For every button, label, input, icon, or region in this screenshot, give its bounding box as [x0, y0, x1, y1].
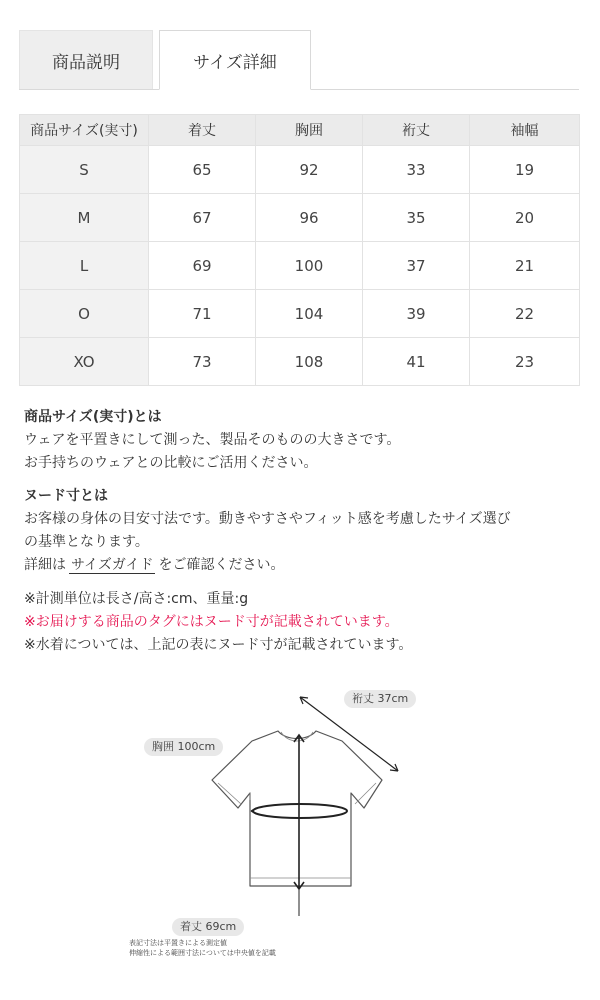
header-chest: 胸囲	[256, 115, 363, 146]
actual-size-text-2: お手持ちのウェアとの比較にご活用ください。	[24, 455, 318, 471]
size-label: L	[20, 242, 149, 290]
body-length-label: 着丈 69cm	[172, 918, 244, 936]
tshirt-outline	[212, 731, 382, 886]
table-row	[20, 242, 580, 290]
detail-prefix: 詳細は	[24, 557, 66, 573]
swimwear-note: ※水着については、上記の表にヌード寸が記載されています。	[24, 637, 413, 653]
cell-value: 100	[256, 242, 363, 290]
detail-suffix: をご確認ください。	[158, 557, 285, 573]
tshirt-measurement-diagram	[120, 680, 440, 970]
tab-bar	[19, 30, 579, 90]
cell-value: 22	[470, 290, 580, 338]
table-header-row	[20, 115, 580, 146]
size-guide-line	[24, 554, 584, 577]
cell-value: 73	[149, 338, 256, 386]
cell-value: 96	[256, 194, 363, 242]
cell-value: 39	[363, 290, 470, 338]
tab-product-description[interactable]: 商品説明	[19, 30, 153, 89]
nude-size-heading: ヌード寸とは	[24, 488, 108, 504]
cell-value: 92	[256, 146, 363, 194]
cell-value: 23	[470, 338, 580, 386]
actual-size-text-1: ウェアを平置きにして測った、製品そのものの大きさです。	[24, 432, 401, 448]
cell-value: 41	[363, 338, 470, 386]
cell-value: 67	[149, 194, 256, 242]
tag-note: ※お届けする商品のタグにはヌード寸が記載されています。	[24, 614, 399, 630]
header-size: 商品サイズ(実寸)	[20, 115, 149, 146]
diagram-footnote-1: 表記寸法は平置きによる測定値	[129, 939, 227, 947]
chest-label: 胸囲 100cm	[144, 738, 223, 756]
actual-size-heading: 商品サイズ(実寸)とは	[24, 409, 162, 425]
size-label: O	[20, 290, 149, 338]
cell-value: 33	[363, 146, 470, 194]
nude-size-text-2: の基準となります。	[24, 534, 149, 550]
size-label: XO	[20, 338, 149, 386]
unit-note: ※計測単位は長さ/高さ:cm、重量:g	[24, 591, 249, 607]
size-guide-link[interactable]: サイズガイド	[71, 557, 154, 573]
size-label: M	[20, 194, 149, 242]
sleeve-length-label: 裄丈 37cm	[344, 690, 416, 708]
cell-value: 108	[256, 338, 363, 386]
cell-value: 37	[363, 242, 470, 290]
cell-value: 104	[256, 290, 363, 338]
cell-value: 19	[470, 146, 580, 194]
cell-value: 35	[363, 194, 470, 242]
table-row	[20, 146, 580, 194]
size-notes	[24, 406, 584, 657]
table-row	[20, 338, 580, 386]
table-row	[20, 194, 580, 242]
cell-value: 21	[470, 242, 580, 290]
header-sleeve-length: 裄丈	[363, 115, 470, 146]
header-sleeve-width: 袖幅	[470, 115, 580, 146]
cell-value: 69	[149, 242, 256, 290]
cell-value: 71	[149, 290, 256, 338]
cell-value: 65	[149, 146, 256, 194]
size-label: S	[20, 146, 149, 194]
table-row	[20, 290, 580, 338]
cell-value: 20	[470, 194, 580, 242]
tab-size-details[interactable]: サイズ詳細	[159, 30, 311, 90]
tshirt-illustration	[120, 680, 440, 970]
size-table	[19, 114, 580, 386]
nude-size-text-1: お客様の身体の目安寸法です。動きやすさやフィット感を考慮したサイズ選び	[24, 511, 511, 527]
header-length: 着丈	[149, 115, 256, 146]
diagram-footnote-2: 伸縮性による範囲寸法については中央値を記載	[129, 949, 276, 957]
